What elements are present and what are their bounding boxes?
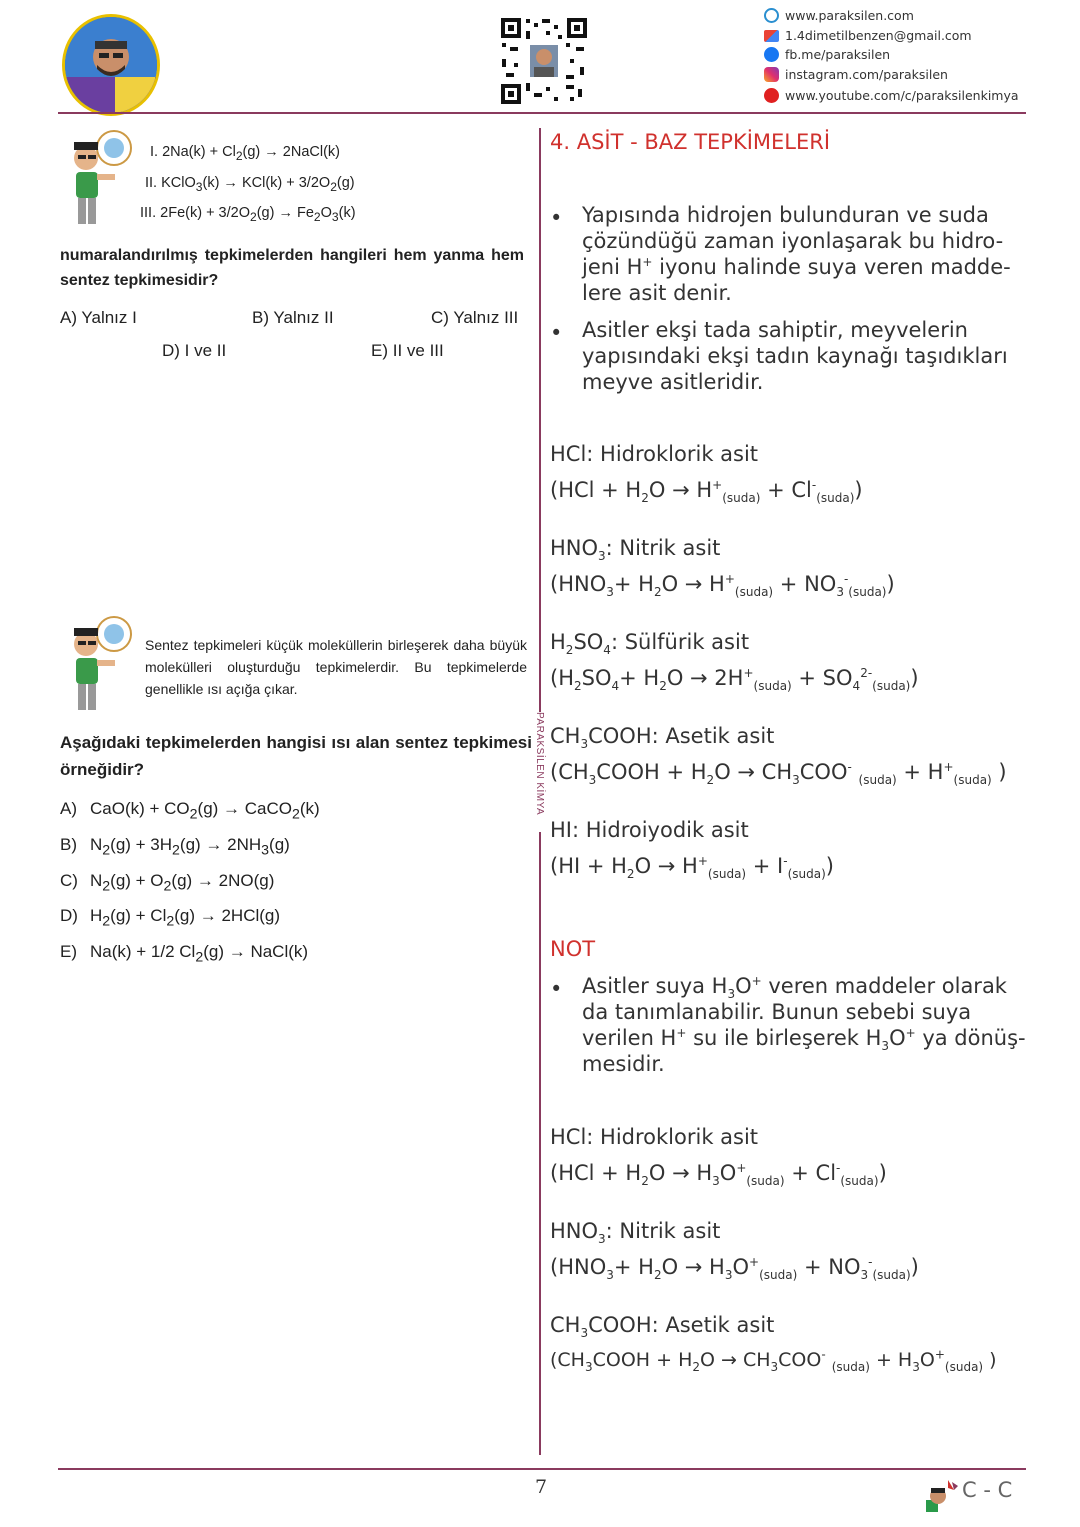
info-text: Sentez tepkimeleri küçük moleküllerin birleşerek daha büyük molekülleri oluşturduğu tepkimelerdir. Bu tepkimelerde genellikle ısı açığa çıkar. xyxy=(145,637,527,697)
bullet-icon: • xyxy=(550,977,563,1001)
footer-divider xyxy=(58,1468,1026,1470)
acid-ch3cooh-name-2: $CH_3COOH$: Asetik asit xyxy=(550,1313,775,1341)
acid-hcl-name: HCl: Hidroklorik asit xyxy=(550,442,759,466)
contact-instagram[interactable]: instagram.com/paraksilen xyxy=(764,67,948,82)
author-avatar xyxy=(62,14,160,116)
acid-hno3-equation: $(HNO_3+ H_2O \to H^+_{(suda)} + NO_3^-_{(suda)})$ xyxy=(550,572,895,600)
bullet-2-text: Asitler ekşi tada sahiptir, meyvelerin yapısındaki ekşi tadın kaynağı taşıdıkları meyve asitleridir. xyxy=(582,318,1008,394)
acid-hno3-equation-2: $(HNO_3+ H_2O \to H_3O^+_{(suda)} + NO_3^-_{(suda)})$ xyxy=(550,1255,919,1283)
q2-option-a[interactable]: A) $CaO(k) + CO_2(g)$ → CaCO$_2$(k) xyxy=(60,799,320,823)
web-icon xyxy=(764,8,779,23)
bullet-icon: • xyxy=(550,321,563,345)
note-title: NOT xyxy=(550,937,596,961)
acid-ch3cooh-name: $CH_3COOH$: Asetik asit xyxy=(550,724,775,752)
instagram-icon xyxy=(764,67,779,82)
page-number: 7 xyxy=(535,1476,548,1498)
facebook-icon xyxy=(764,47,779,62)
note-text: Asitler suya $H_3O^+$ veren maddeler olarak da tanımlanabilir. Bunun sebebi suya verilen H+ su ile birleşerek $H_3O^+$ ya dönüş- mesidir. xyxy=(582,974,1026,1076)
qr-code xyxy=(500,17,588,105)
acid-h2so4-equation: $(H_2SO_4+ H_2O \to 2H^+_{(suda)} + SO_4^{2-}_{(suda)})$ xyxy=(550,666,919,694)
divider-label: PARAKSİLEN KİMYA xyxy=(532,712,548,832)
q1-option-e[interactable]: E) II ve III xyxy=(371,341,444,360)
q2-option-b[interactable]: B) $N_2(g) + 3H_2(g) \to 2NH_3(g)$ xyxy=(60,835,290,859)
acid-hi-equation: $(HI + H_2O \to H^+_{(suda)} + I^-_{(suda)})$ xyxy=(550,854,834,882)
q1-option-a[interactable]: A) Yalnız I xyxy=(60,308,137,327)
acid-hcl-name-2: HCl: Hidroklorik asit xyxy=(550,1125,759,1149)
q1-option-d[interactable]: D) I ve II xyxy=(162,341,227,360)
acid-hi-name: HI: Hidroiyodik asit xyxy=(550,818,749,842)
q1-option-c[interactable]: C) Yalnız III xyxy=(431,308,519,327)
q2-option-d[interactable]: D) $H_2(g) + Cl_2(g) \to 2HCl(g)$ xyxy=(60,906,281,930)
bullet-1-text: Yapısında hidrojen bulunduran ve suda çözündüğü zaman iyonlaşarak bu hidro- jeni H+ iyonu halinde suya veren madde- lere asit denir. xyxy=(582,203,1011,305)
question-1-text: numaralandırılmış tepkimelerden hangileri hem yanma hem sentez tepkimesidir? xyxy=(60,247,524,289)
brand-label: C - C xyxy=(962,1478,1013,1502)
acid-ch3cooh-equation-2: ($CH_3COOH + H_2O \to CH_3COO^-$ $_{(suda)} + H_3O^+_{(suda)}$ ) xyxy=(550,1347,997,1374)
mascot-icon xyxy=(64,614,136,716)
reaction-2: II. KClO$_3$(k) → $KCl(k) + 3/2O_2(g)$ xyxy=(145,175,355,194)
acid-hno3-name: $HNO_3$: Nitrik asit xyxy=(550,536,721,564)
brand-logo-icon xyxy=(924,1478,960,1514)
q2-option-c[interactable]: C) $N_2(g) + O_2(g) \to 2NO(g)$ xyxy=(60,871,275,895)
acid-ch3cooh-equation: ($CH_3COOH + H_2O \to CH_3COO^-$ $_{(suda)} + H^+_{(suda)}$ ) xyxy=(550,760,1007,788)
contact-youtube[interactable]: www.youtube.com/c/paraksilenkimya xyxy=(764,88,1019,103)
youtube-icon xyxy=(764,88,779,103)
acid-hcl-equation: $(HCl + H_2O \to H^+_{(suda)} + Cl^-_{(suda)})$ xyxy=(550,478,863,506)
q1-option-b[interactable]: B) Yalnız II xyxy=(252,308,334,327)
acid-h2so4-name: $H_2SO_4$: Sülfürik asit xyxy=(550,630,750,658)
bullet-icon: • xyxy=(550,206,563,230)
reaction-1: I. $2Na(k) + Cl_2(g)$ → 2NaCl(k) xyxy=(150,144,341,163)
header-divider xyxy=(58,112,1026,114)
mascot-icon xyxy=(64,128,136,230)
contact-facebook[interactable]: fb.me/paraksilen xyxy=(764,47,890,62)
contact-email[interactable]: 1.4dimetilbenzen@gmail.com xyxy=(764,28,972,43)
section-heading: 4. ASİT - BAZ TEPKİMELERİ xyxy=(550,130,831,154)
contact-website[interactable]: www.paraksilen.com xyxy=(764,8,914,23)
reaction-3: III. $2Fe(k) + 3/2O_2(g) \to Fe_2O_3(k)$ xyxy=(140,205,356,224)
gmail-icon xyxy=(764,30,779,42)
acid-hno3-name-2: $HNO_3$: Nitrik asit xyxy=(550,1219,721,1247)
q2-option-e[interactable]: E) Na(k) + 1/2 $Cl_2(g)$ → NaCl(k) xyxy=(60,942,309,966)
acid-hcl-equation-2: $(HCl + H_2O \to H_3O^+_{(suda)} + Cl^-_{(suda)})$ xyxy=(550,1161,887,1189)
question-2-text: Aşağıdaki tepkimelerden hangisi ısı alan sentez tepkimesi örneğidir? xyxy=(60,733,532,779)
